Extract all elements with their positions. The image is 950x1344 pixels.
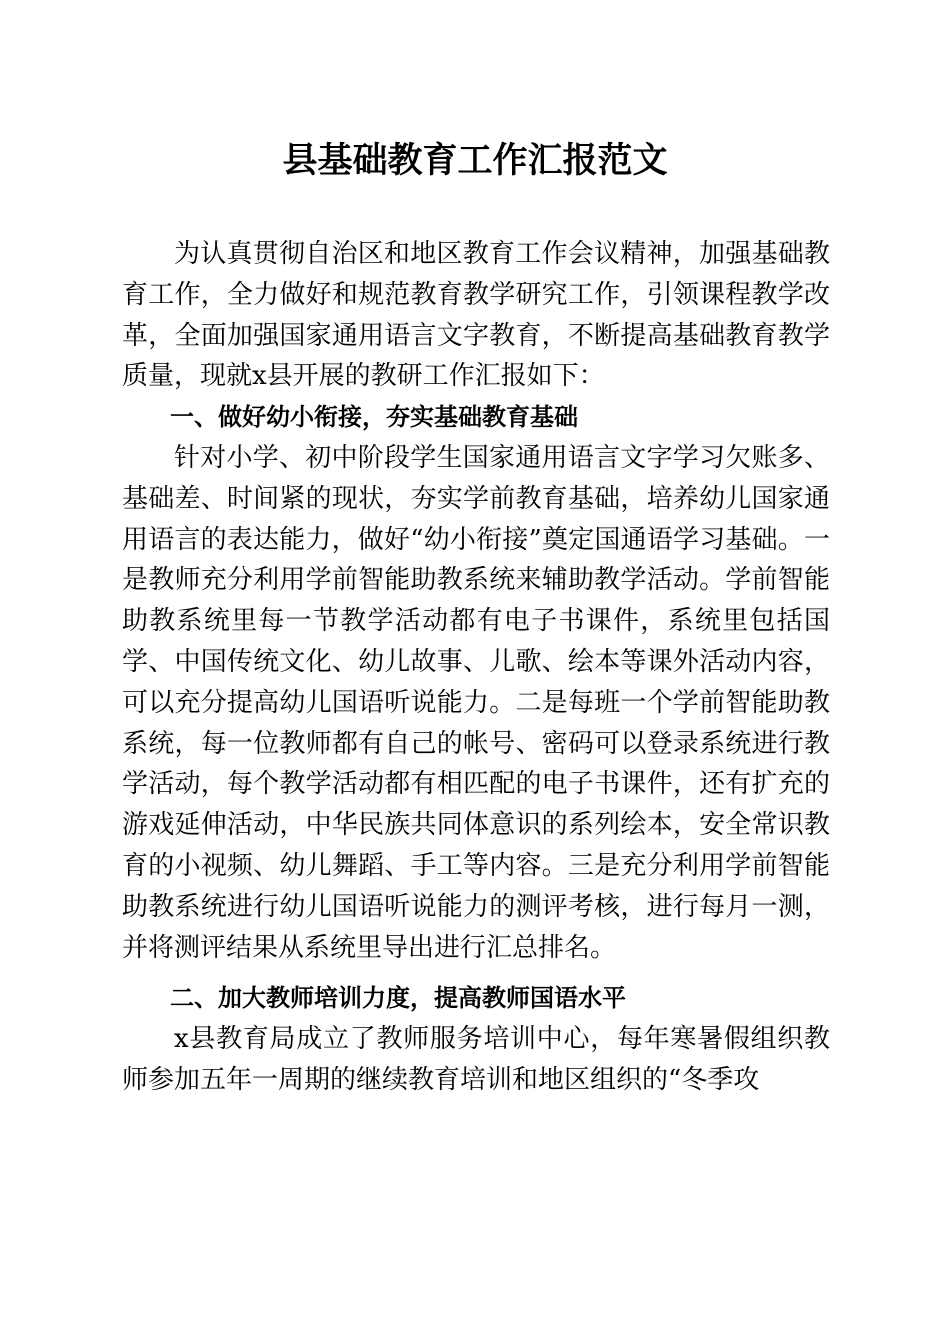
document-title: 县基础教育工作汇报范文 [282,140,668,181]
section-2-paragraph: x县教育局成立了教师服务培训中心，每年寒暑假组织教师参加五年一周期的继续教育培训和地区组织的“冬季攻 [122,1024,830,1095]
section-1-paragraph: 针对小学、初中阶段学生国家通用语言文字学习欠账多、基础差、时间紧的现状，夯实学前教育基础，培养幼儿国家通用语言的表达能力，做好“幼小衔接”奠定国通语学习基础。一是教师充分利用学前智能助教系统来辅助教学活动。学前智能助教系统里每一节教学活动都有电子书课件，系统里包括国学、中国传统文化、幼儿故事、儿歌、绘本等课外活动内容，可以充分提高幼儿国语听说能力。二是每班一个学前智能助教系统，每一位教师都有自己的帐号、密码可以登录系统进行教学活动，每个教学活动都有相匹配的电子书课件，还有扩充的游戏延伸活动，中华民族共同体意识的系列绘本，安全常识教育的小视频、幼儿舞蹈、手工等内容。三是充分利用学前智能助教系统进行幼儿国语听说能力的测评考核，进行每月一测，并将测评结果从系统里导出进行汇总排名。 [122,442,830,963]
intro-paragraph: 为认真贯彻自治区和地区教育工作会议精神，加强基础教育工作，全力做好和规范教育教学研究工作，引领课程教学改革，全面加强国家通用语言文字教育，不断提高基础教育教学质量，现就x县开展的教研工作汇报如下： [122,239,830,392]
section-2-heading: 二、加大教师培训力度，提高教师国语水平 [170,984,626,1013]
section-1-heading: 一、做好幼小衔接，夯实基础教育基础 [170,403,578,432]
document-body [122,234,830,1101]
